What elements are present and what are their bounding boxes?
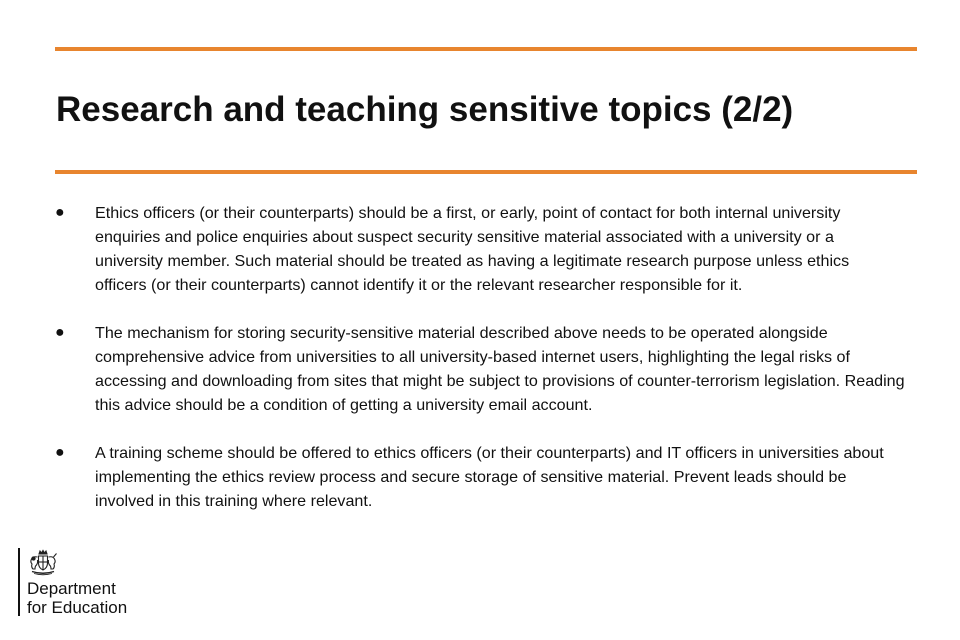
logo-line-2: for Education (27, 598, 128, 617)
bullet-item (55, 321, 905, 417)
logo-bar (18, 548, 20, 616)
bullet-text: Ethics officers (or their counterparts) should be a first, or early, point of contact for both internal university enquiries and police enquiries about suspect security sensitive material associated with a university or a university member. Such material should be treated as having a legitimate research purpose unless ethics officers (or their counterparts) cannot identify it or the relevant researcher responsible for it. (95, 204, 850, 294)
bullet-dot-icon: ● (55, 444, 65, 461)
bullet-item (55, 441, 905, 513)
logo-text (27, 579, 127, 617)
royal-crest-icon (26, 548, 60, 576)
logo-line-1: Department (27, 579, 116, 598)
bullet-dot-icon: ● (55, 204, 65, 221)
title-divider (55, 170, 917, 174)
bullet-text: The mechanism for storing security-sensitive material described above needs to be operated alongside comprehensive advice from universities to all university-based internet users, highlighting the legal risks of accessing and downloading from sites that might be subject to provisions of counter-terrorism legislation. Reading this advice should be a condition of getting a university email account. (95, 324, 905, 414)
slide-title: Research and teaching sensitive topics (2/2) (56, 90, 794, 129)
bullet-text: A training scheme should be offered to ethics officers (or their counterparts) and IT officers in universities about implementing the ethics review process and secure storage of sensitive material. Prevent leads should be involved in this training where relevant. (95, 444, 884, 510)
top-divider (55, 47, 917, 51)
bullet-item (55, 201, 905, 297)
department-logo (18, 548, 158, 616)
bullet-dot-icon: ● (55, 324, 65, 341)
bullet-list (55, 201, 905, 537)
